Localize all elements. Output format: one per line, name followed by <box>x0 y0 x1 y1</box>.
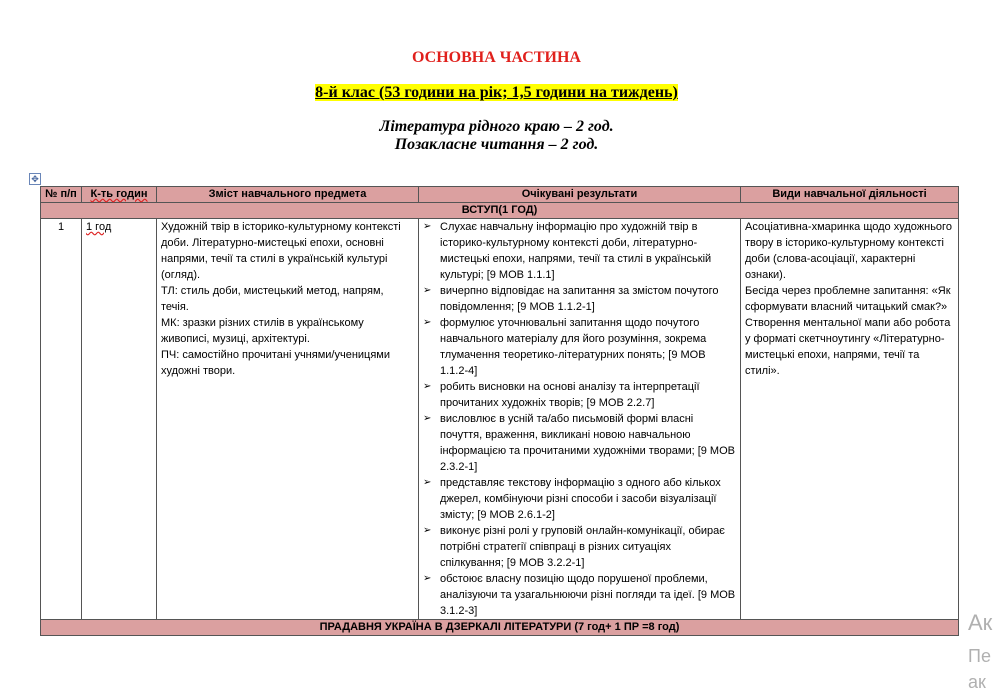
header-num: № п/п <box>41 187 82 203</box>
results-list <box>423 219 736 619</box>
side-hint-line: Пе <box>968 646 991 666</box>
header-hours <box>82 187 157 203</box>
result-item: ➢ обстоює власну позицію щодо порушеної проблеми, аналізуючи та узагальнюючи різні погляди та ідеї. [9 МОВ 3.1.2-3] <box>423 571 736 619</box>
activity-paragraph: Асоціативна-хмаринка щодо художнього твору в історико-культурному контексті доби (слова-асоціації, характерні ознаки). <box>745 221 952 281</box>
row-activities <box>741 219 959 620</box>
content-paragraph: ПЧ: самостійно прочитані учнями/ученицями художні твори. <box>161 349 391 377</box>
side-hint-line: ак <box>968 672 986 692</box>
grade-heading-text: 8-й клас (53 години на рік; 1,5 години на тиждень) <box>315 84 678 101</box>
row-num: 1 <box>41 219 82 620</box>
side-hint-line: Ак <box>968 610 993 635</box>
table-move-handle-icon[interactable]: ✥ <box>29 173 41 185</box>
activity-paragraph: Бесіда через проблемне запитання: «Як сформувати власний читацький смак?» Створення ментальної мапи або робота у форматі скетчноутингу «Літературно-мистецькі епохи, напрями, течії та стилі». <box>745 285 951 377</box>
header-results: Очікувані результати <box>419 187 741 203</box>
section-title: ОСНОВНА ЧАСТИНА <box>412 49 581 66</box>
row-hours <box>82 219 157 620</box>
section-ancient-ukraine-label: ПРАДАВНЯ УКРАЇНА В ДЗЕРКАЛІ ЛІТЕРАТУРИ (7 год+ 1 ПР =8 год) <box>41 620 959 636</box>
subheading-local-literature: Література рідного краю – 2 год. <box>379 118 614 135</box>
content-paragraph: ТЛ: стиль доби, мистецький метод, напрям, течія. <box>161 285 384 313</box>
content-paragraph: Художній твір в історико-культурному контексті доби. Літературно-мистецькі епохи, основні напрями, течії та стилі в українській культурі (огляд). <box>161 221 401 281</box>
row-results <box>419 219 741 620</box>
result-item: ➢ формулює уточнювальні запитання щодо почутого навчального матеріалу для його розуміння, зокрема тлумачення теоретико-літературних понять; [9 МОВ 1.1.2-4] <box>423 315 736 379</box>
section-row-intro <box>41 203 959 219</box>
row-content <box>157 219 419 620</box>
result-item: ➢ робить висновки на основі аналізу та інтерпретації прочитаних художніх творів; [9 МОВ 2.2.7] <box>423 379 736 411</box>
section-row-ancient-ukraine <box>41 620 959 636</box>
result-item: ➢ вичерпно відповідає на запитання за змістом почутого повідомлення; [9 МОВ 1.1.2-1] <box>423 283 736 315</box>
header-hours-text: К-ть годин <box>90 188 148 200</box>
header-activities: Види навчальної діяльності <box>741 187 959 203</box>
curriculum-table <box>40 186 959 636</box>
header-content: Зміст навчального предмета <box>157 187 419 203</box>
result-item: ➢ висловлює в усній та/або письмовій формі власні почуття, враження, викликані новою навчальною інформацією та прочитаними художніми творами; [9 МОВ 2.3.2-1] <box>423 411 736 475</box>
result-item: ➢ виконує різні ролі у груповій онлайн-комунікації, обирає потрібні стратегії співпраці в різних ситуаціях спілкування; [9 МОВ 3.2.2-1] <box>423 523 736 571</box>
subheading-extracurricular-reading: Позакласне читання – 2 год. <box>394 136 599 153</box>
grade-heading <box>0 84 993 102</box>
result-item: ➢ представляє текстову інформацію з одного або кількох джерел, комбінуючи різні способи і засоби візуалізації змісту; [9 МОВ 2.6.1-2] <box>423 475 736 523</box>
content-paragraph: МК: зразки різних стилів в українському живописі, музиці, архітектурі. <box>161 317 364 345</box>
result-item: ➢ Слухає навчальну інформацію про художній твір в історико-культурному контексті доби, літературно-мистецькі епохи, напрями, течії та стилі в українській культурі; [9 МОВ 1.1.1] <box>423 219 736 283</box>
table-row <box>41 219 959 620</box>
row-hours-text: 1 год <box>86 221 112 233</box>
table-header-row <box>41 187 959 203</box>
section-intro-label: ВСТУП(1 ГОД) <box>41 203 959 219</box>
